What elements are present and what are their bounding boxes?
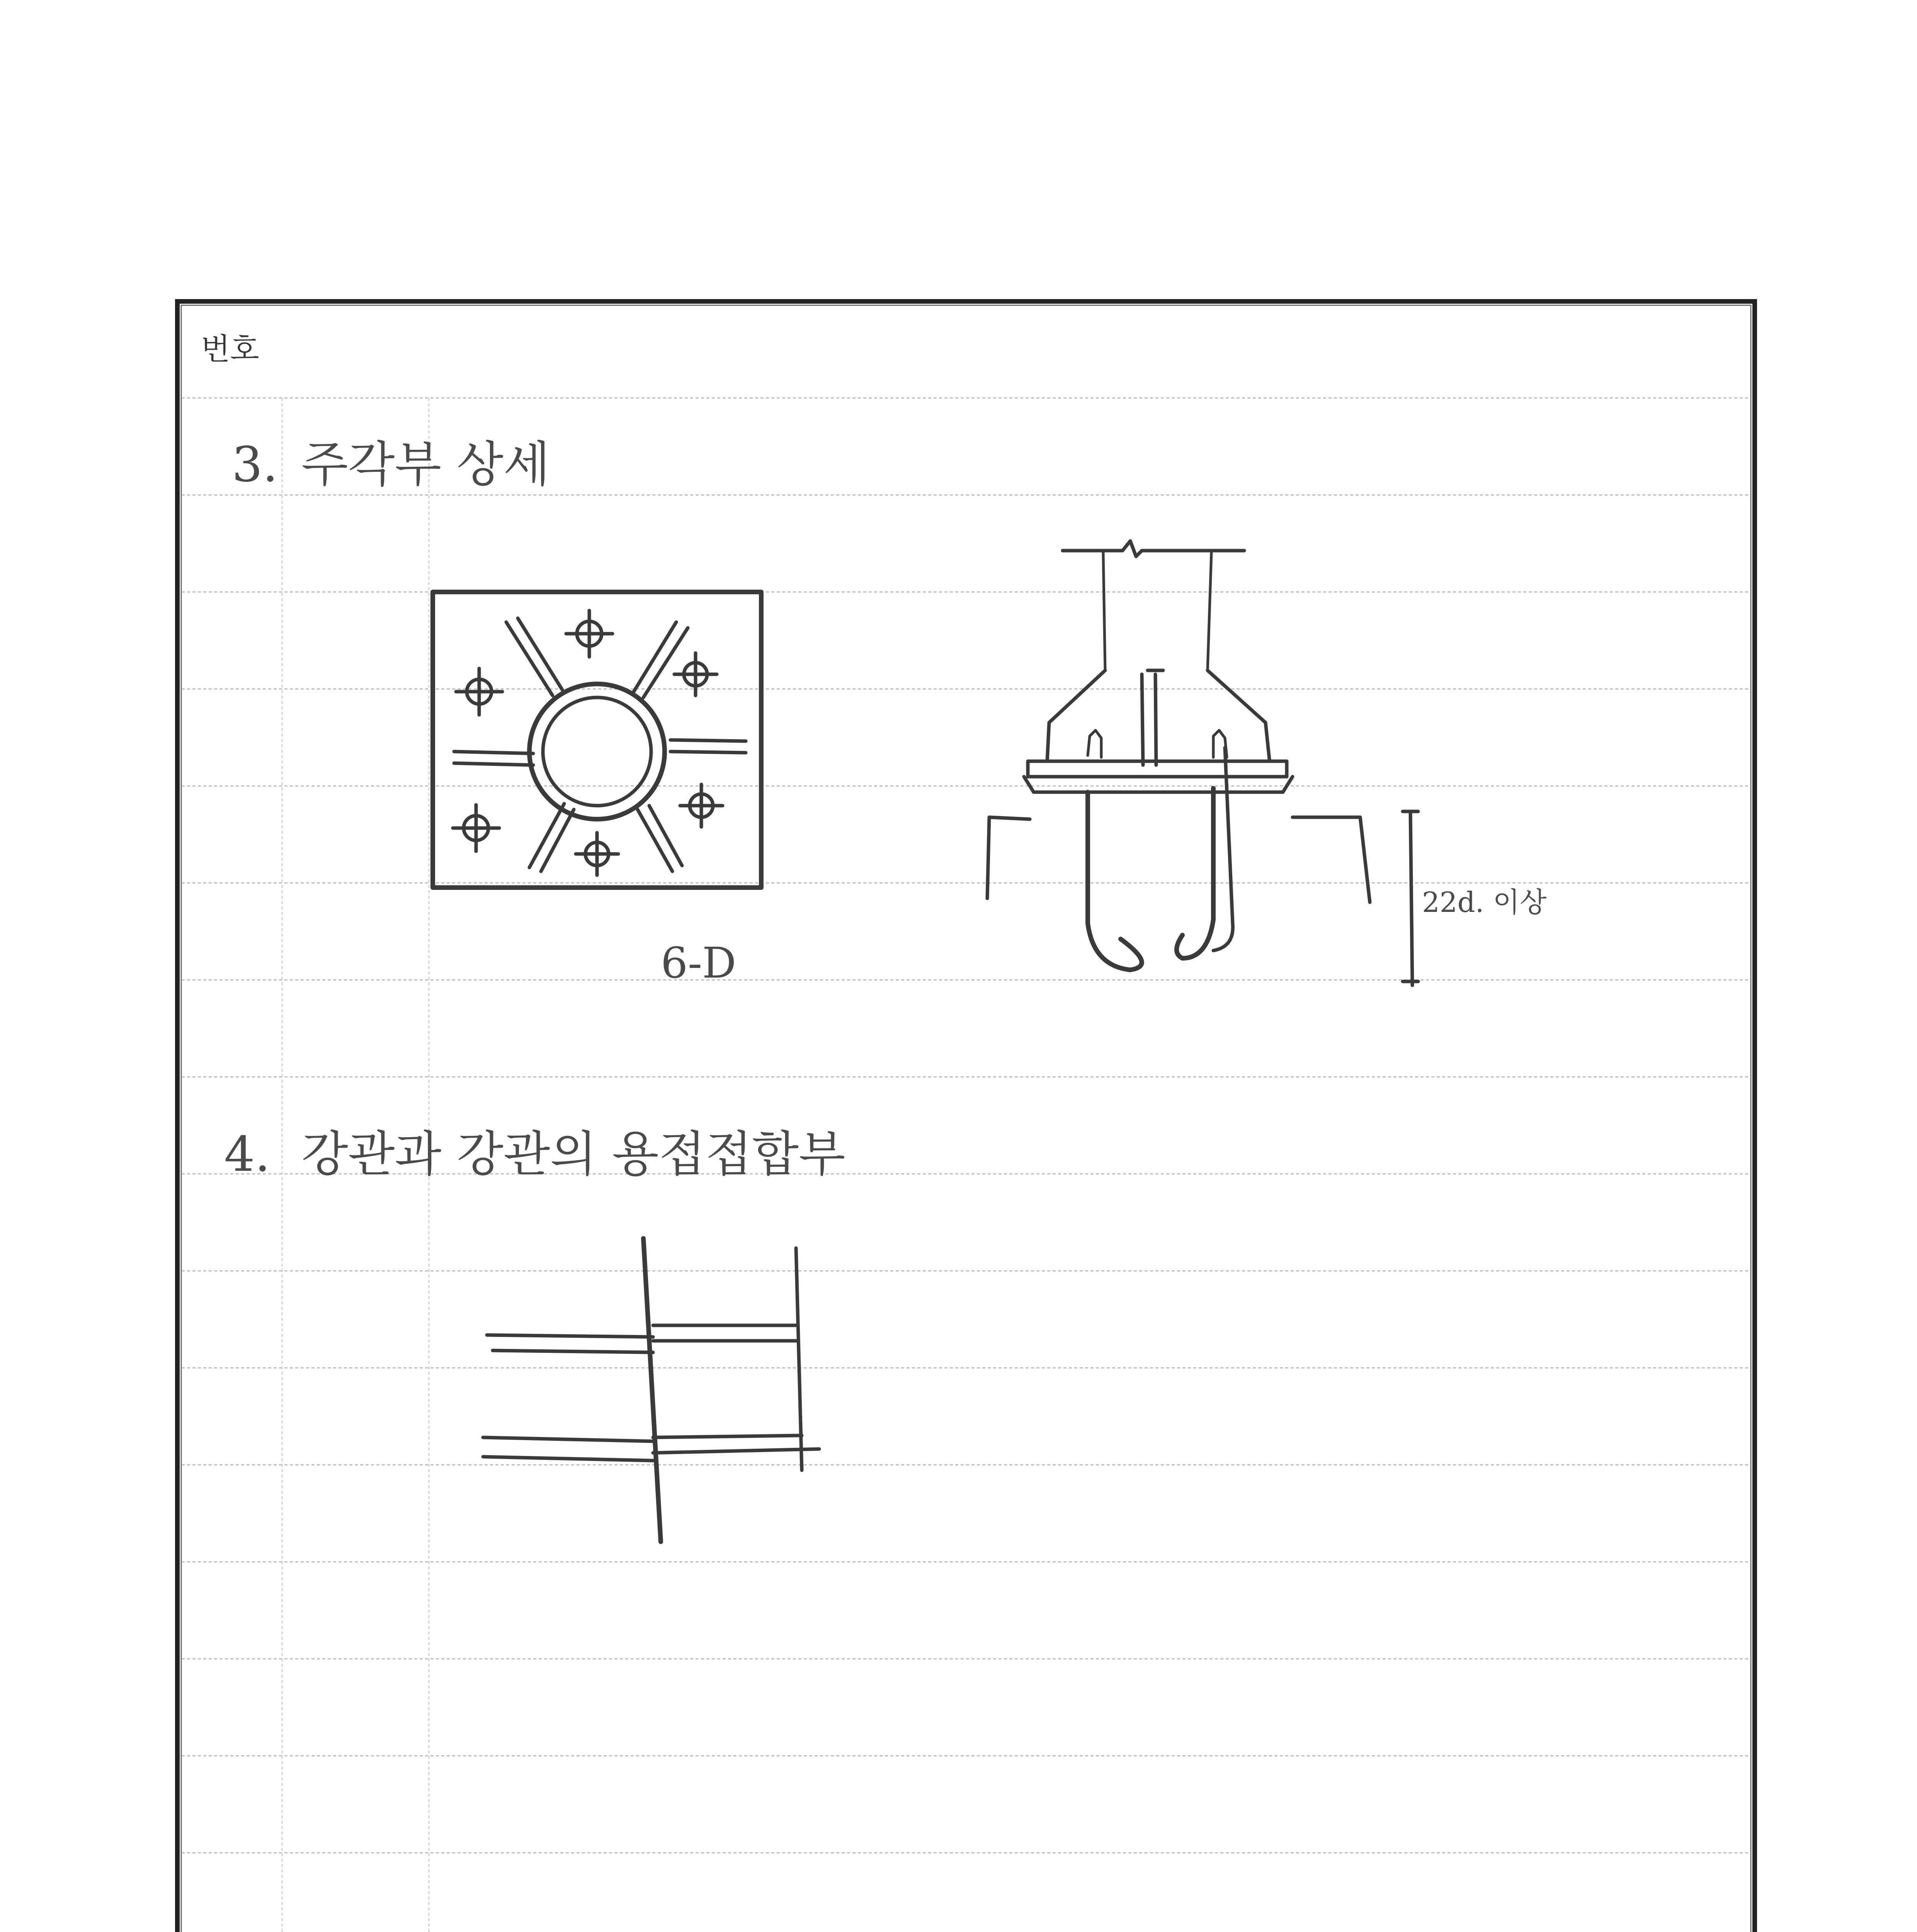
section-3-number: 3. — [232, 437, 278, 493]
section-4-number: 4. — [224, 1126, 270, 1182]
column-base-elevation-view — [987, 541, 1547, 985]
page-border — [177, 301, 1755, 1932]
column-base-plan-view — [433, 592, 761, 988]
section-4-title: 강관과 강관의 용접접합부 — [301, 1126, 845, 1182]
plan-label: 6-D — [661, 938, 737, 988]
section-3-title: 주각부 상세 — [301, 437, 550, 493]
page-inner-border — [181, 305, 1751, 1932]
number-label: 번호 — [201, 332, 259, 367]
depth-label: 22d. 이상 — [1422, 886, 1547, 918]
pipe-weld-joint-sketch — [483, 1238, 819, 1542]
